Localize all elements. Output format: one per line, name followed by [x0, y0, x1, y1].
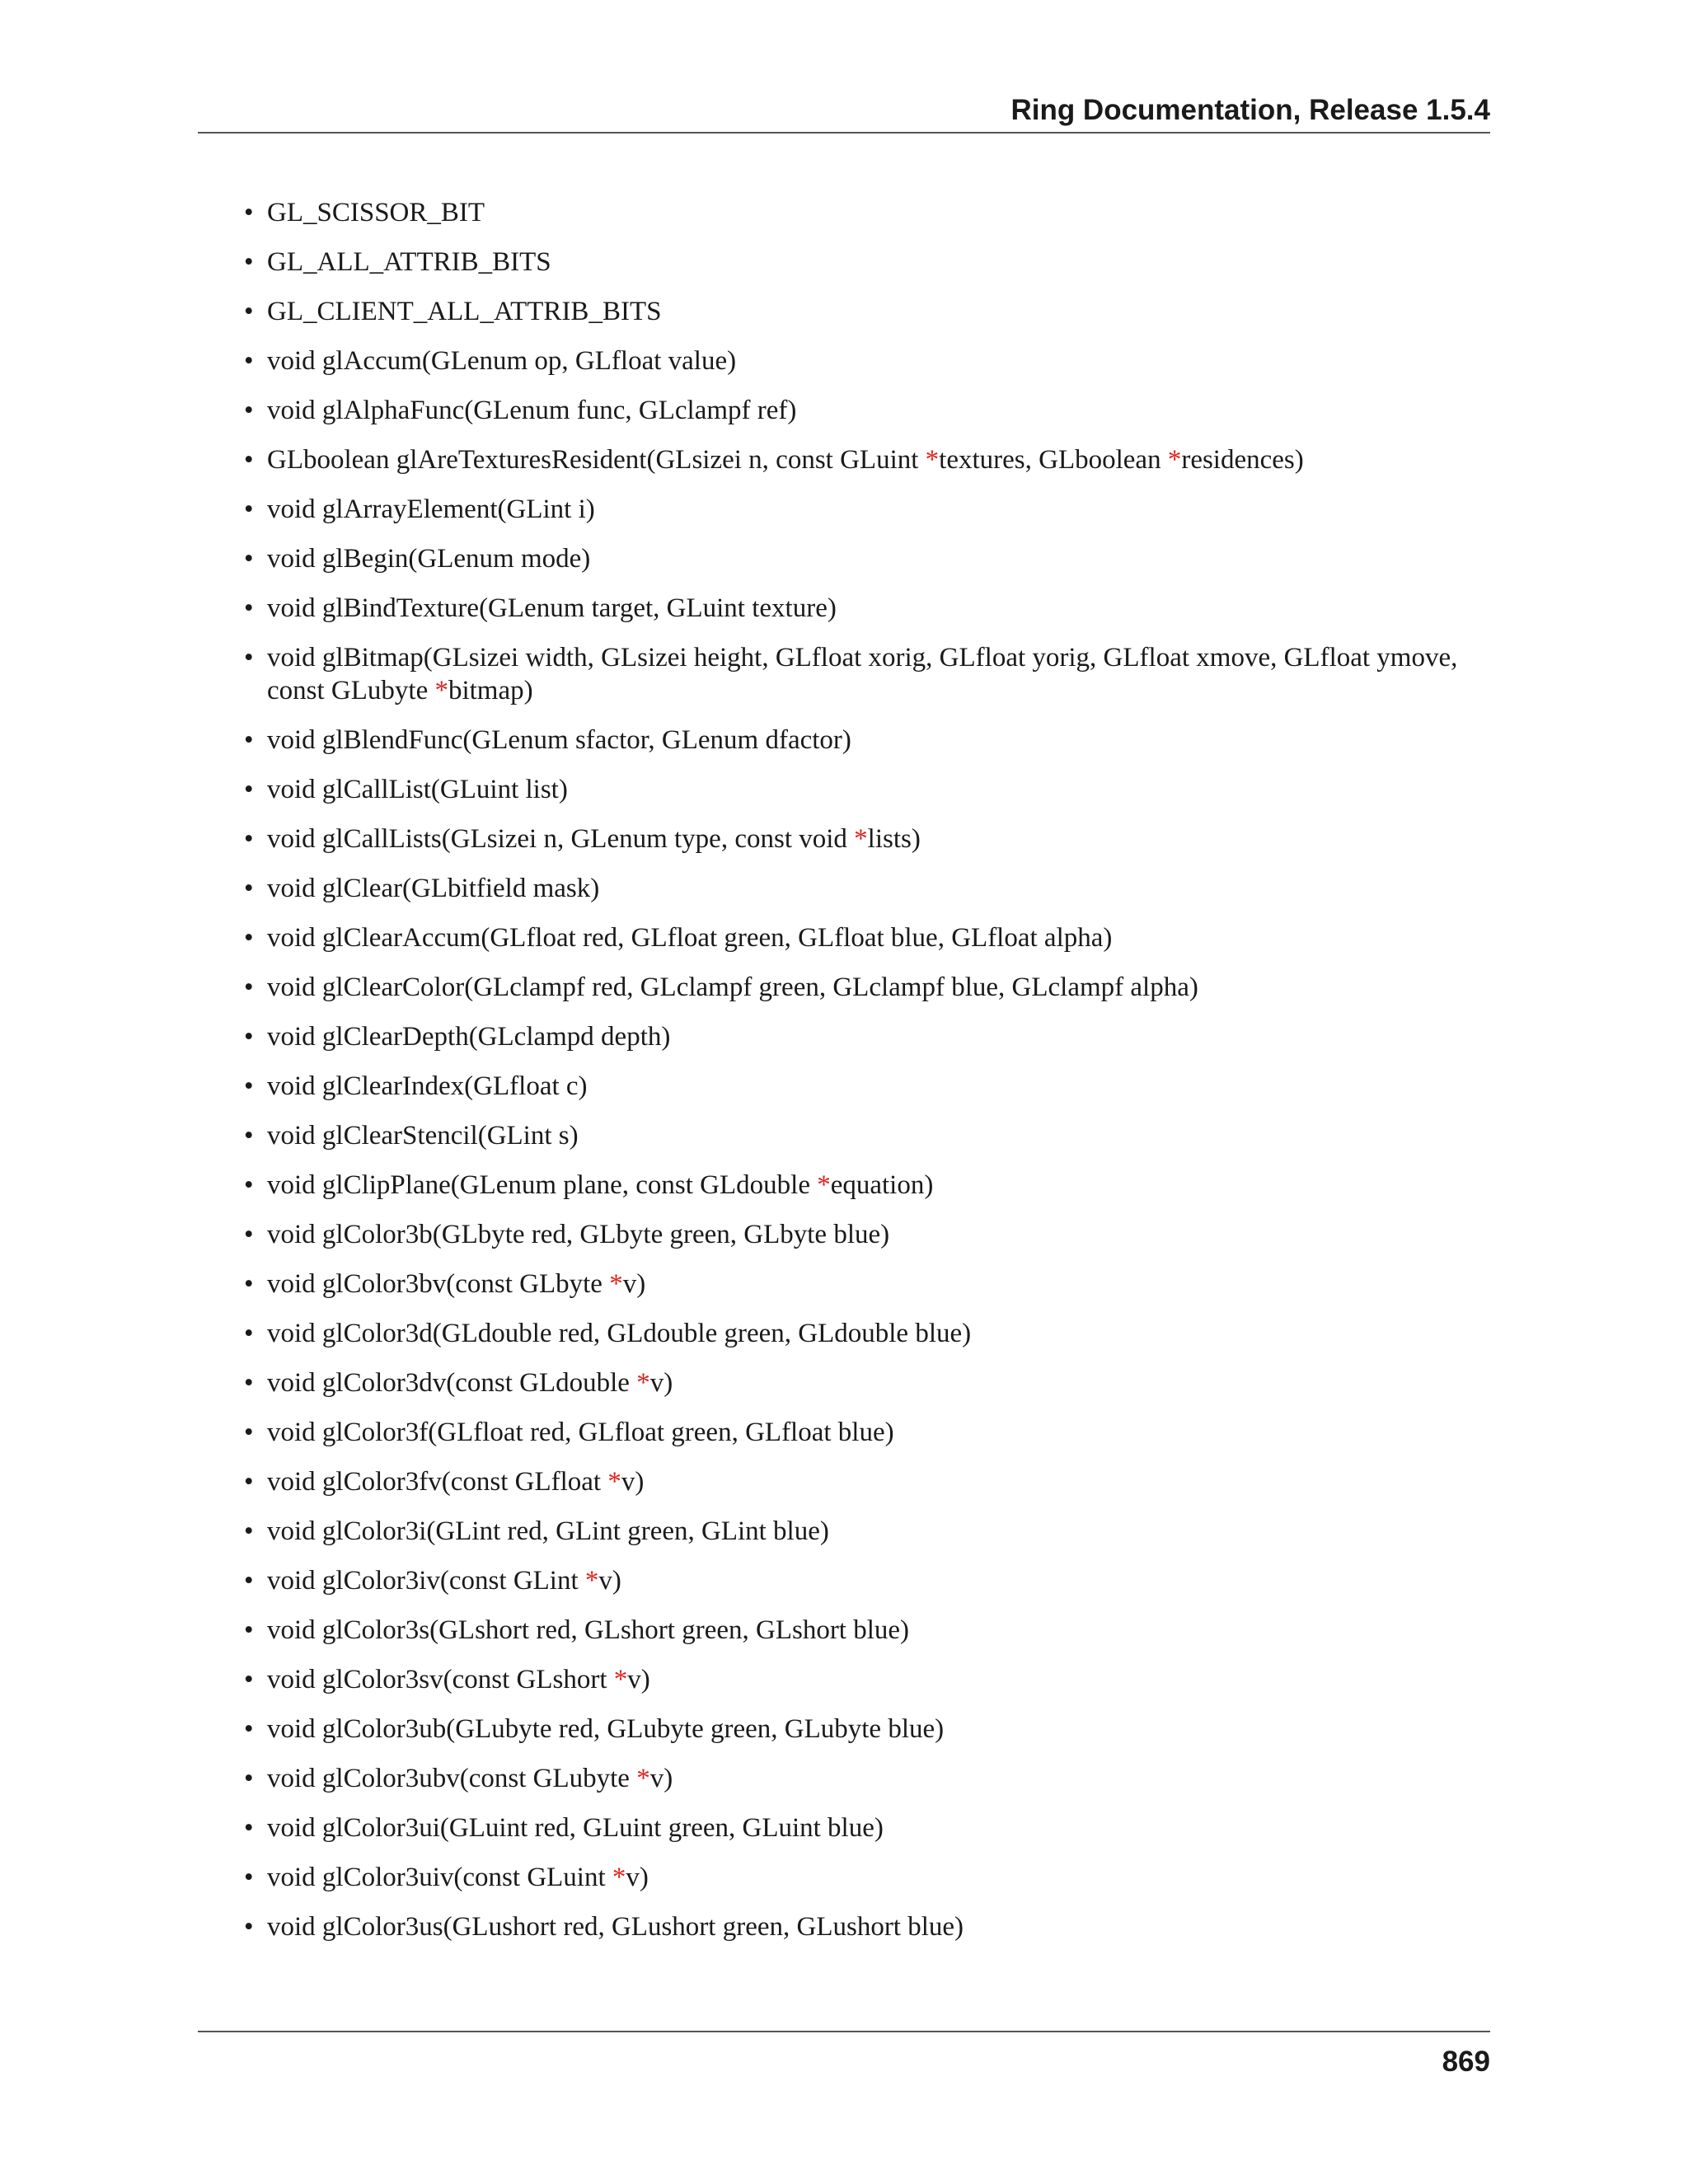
list-item: [244, 773, 1490, 806]
bullet-icon: •: [244, 1170, 254, 1200]
entry-text: [267, 1516, 829, 1546]
entry-text-segment: v): [598, 1566, 621, 1596]
entry-text-segment: GL_CLIENT_ALL_ATTRIB_BITS: [267, 297, 662, 326]
list-item: [244, 641, 1490, 707]
entry-text-segment: void glClear(GLbitfield mask): [267, 874, 600, 903]
bullet-icon: •: [244, 1813, 254, 1843]
entry-text: [267, 494, 595, 524]
bullet-icon: •: [244, 346, 254, 376]
list-item: [244, 1317, 1490, 1350]
list-item: [244, 394, 1490, 427]
bullet-icon: •: [244, 1764, 254, 1793]
bullet-icon: •: [244, 775, 254, 804]
entry-text: [267, 643, 1457, 705]
list-item: [244, 1070, 1490, 1103]
entry-text: [267, 824, 921, 854]
list-item: [244, 1366, 1490, 1399]
entry-text-segment: lists): [867, 824, 921, 854]
list-item: [244, 1861, 1490, 1894]
list-item: [244, 1465, 1490, 1498]
pointer-asterisk: *: [612, 1863, 626, 1892]
entry-text-segment: void glColor3uiv(const GLuint: [267, 1863, 612, 1892]
entry-text-segment: bitmap): [448, 676, 533, 705]
entry-text: [267, 593, 837, 623]
entry-text: [267, 1368, 673, 1398]
entry-text-segment: void glColor3dv(const GLdouble: [267, 1368, 637, 1398]
bullet-icon: •: [244, 1863, 254, 1892]
entry-text-segment: void glClearAccum(GLfloat red, GLfloat green, GLfloat blue, GLfloat alpha): [267, 923, 1113, 953]
entry-text: [267, 396, 796, 425]
entry-text-segment: void glAlphaFunc(GLenum func, GLclampf ref): [267, 396, 797, 425]
entry-text-segment: void glColor3ub(GLubyte red, GLubyte green, GLubyte blue): [267, 1714, 945, 1744]
entry-text-segment: void glColor3bv(const GLbyte: [267, 1269, 610, 1299]
bullet-icon: •: [244, 1467, 254, 1497]
list-item: [244, 344, 1490, 377]
bullet-icon: •: [244, 1368, 254, 1398]
entry-text: [267, 1121, 579, 1151]
entry-text: [267, 1071, 588, 1101]
bullet-icon: •: [244, 297, 254, 326]
list-item: [244, 921, 1490, 954]
entry-text-segment: GL_SCISSOR_BIT: [267, 198, 485, 227]
entry-text-segment: v): [622, 1269, 646, 1299]
entry-text: [267, 1714, 944, 1744]
entry-text-segment: void glColor3fv(const GLfloat: [267, 1467, 608, 1497]
bullet-icon: •: [244, 643, 254, 673]
entry-text-segment: void glBitmap(GLsizei width, GLsizei height, GLfloat xorig, GLfloat yorig, GLfloat xmove, GLfloat ymove, const GLubyte: [267, 643, 1458, 705]
entry-text-segment: textures, GLboolean: [939, 445, 1168, 475]
entry-text: [267, 775, 568, 804]
entry-text: [267, 874, 599, 903]
entry-text-segment: void glArrayElement(GLint i): [267, 494, 595, 524]
pointer-asterisk: *: [636, 1368, 650, 1398]
entry-text: [267, 346, 736, 376]
page-header: [198, 92, 1490, 134]
entry-text: [267, 544, 590, 574]
entry-text: [267, 1566, 621, 1596]
entry-text-segment: void glClearStencil(GLint s): [267, 1121, 579, 1151]
bullet-icon: •: [244, 1566, 254, 1596]
bullet-icon: •: [244, 1418, 254, 1447]
list-item: [244, 724, 1490, 757]
entry-text-segment: void glClearColor(GLclampf red, GLclampf green, GLclampf blue, GLclampf alpha): [267, 972, 1198, 1002]
entry-text: [267, 923, 1112, 953]
entry-text-segment: void glColor3s(GLshort red, GLshort green, GLshort blue): [267, 1615, 910, 1645]
bullet-icon: •: [244, 1665, 254, 1694]
pointer-asterisk: *: [925, 445, 940, 475]
bullet-icon: •: [244, 923, 254, 953]
bullet-icon: •: [244, 1912, 254, 1942]
list-item: [244, 542, 1490, 575]
bullet-icon: •: [244, 1714, 254, 1744]
entry-text-segment: v): [649, 1368, 673, 1398]
list-item: [244, 1218, 1490, 1251]
list-item: [244, 592, 1490, 625]
bullet-icon: •: [244, 1022, 254, 1052]
list-item: [244, 1614, 1490, 1647]
entry-text: [267, 1665, 650, 1694]
bullet-icon: •: [244, 1220, 254, 1249]
entry-text: [267, 247, 551, 277]
bullet-icon: •: [244, 1071, 254, 1101]
bullet-icon: •: [244, 972, 254, 1002]
entry-text: [267, 1319, 971, 1348]
entry-text-segment: void glClipPlane(GLenum plane, const GLdouble: [267, 1170, 818, 1200]
pointer-asterisk: *: [607, 1467, 621, 1497]
bullet-icon: •: [244, 198, 254, 227]
footer-rule: [198, 2031, 1490, 2032]
list-item: [244, 493, 1490, 526]
list-item: [244, 1663, 1490, 1696]
entry-text: [267, 445, 1304, 475]
list-item: [244, 1515, 1490, 1548]
entry-text: [267, 1863, 649, 1892]
list-item: [244, 1910, 1490, 1943]
entry-text-segment: void glCallLists(GLsizei n, GLenum type, const void: [267, 824, 855, 854]
list-item: [244, 1416, 1490, 1449]
bullet-icon: •: [244, 824, 254, 854]
list-item: [244, 1119, 1490, 1152]
entry-text: [267, 1418, 894, 1447]
bullet-icon: •: [244, 1269, 254, 1299]
list-item: [244, 971, 1490, 1004]
entry-text-segment: void glBegin(GLenum mode): [267, 544, 591, 574]
entry-text: [267, 725, 851, 755]
entry-text: [267, 1467, 644, 1497]
list-item: [244, 246, 1490, 279]
document-title: Ring Documentation, Release 1.5.4: [1010, 94, 1490, 126]
entry-text-segment: GL_ALL_ATTRIB_BITS: [267, 247, 551, 277]
list-item: [244, 1811, 1490, 1844]
entry-text-segment: void glClearIndex(GLfloat c): [267, 1071, 588, 1101]
list-item: [244, 872, 1490, 905]
list-item: [244, 1762, 1490, 1795]
entry-text-segment: v): [627, 1665, 650, 1694]
entry-text: [267, 297, 661, 326]
entry-text: [267, 1912, 964, 1942]
entry-text-segment: void glBindTexture(GLenum target, GLuint texture): [267, 593, 837, 623]
bullet-icon: •: [244, 1121, 254, 1151]
entry-text: [267, 972, 1198, 1002]
entry-text-segment: residences): [1181, 445, 1304, 475]
list-item: [244, 1713, 1490, 1746]
function-list: [244, 196, 1490, 1960]
entry-text-segment: void glColor3b(GLbyte red, GLbyte green, GLbyte blue): [267, 1220, 890, 1249]
pointer-asterisk: *: [613, 1665, 628, 1694]
list-item: [244, 295, 1490, 328]
entry-text-segment: v): [621, 1467, 645, 1497]
pointer-asterisk: *: [817, 1170, 831, 1200]
entry-text: [267, 1813, 884, 1843]
pointer-asterisk: *: [854, 824, 868, 854]
bullet-icon: •: [244, 247, 254, 277]
entry-text-segment: equation): [830, 1170, 934, 1200]
list-item: [244, 196, 1490, 229]
pointer-asterisk: *: [434, 676, 448, 705]
entry-text-segment: v): [626, 1863, 649, 1892]
bullet-icon: •: [244, 874, 254, 903]
entry-text: [267, 1220, 889, 1249]
entry-text: [267, 1170, 933, 1200]
entry-text-segment: void glColor3ui(GLuint red, GLuint green, GLuint blue): [267, 1813, 884, 1843]
entry-text-segment: void glColor3i(GLint red, GLint green, GLint blue): [267, 1516, 829, 1546]
list-item: [244, 443, 1490, 476]
list-item: [244, 823, 1490, 855]
pointer-asterisk: *: [636, 1764, 650, 1793]
bullet-icon: •: [244, 396, 254, 425]
entry-text-segment: void glClearDepth(GLclampd depth): [267, 1022, 671, 1052]
entry-text-segment: void glAccum(GLenum op, GLfloat value): [267, 346, 737, 376]
bullet-icon: •: [244, 1319, 254, 1348]
entry-text-segment: void glColor3sv(const GLshort: [267, 1665, 614, 1694]
entry-text-segment: GLboolean glAreTexturesResident(GLsizei n, const GLuint: [267, 445, 926, 475]
bullet-icon: •: [244, 1516, 254, 1546]
pointer-asterisk: *: [584, 1566, 599, 1596]
list-item: [244, 1268, 1490, 1301]
bullet-icon: •: [244, 1615, 254, 1645]
entry-text-segment: void glColor3iv(const GLint: [267, 1566, 585, 1596]
bullet-icon: •: [244, 725, 254, 755]
pointer-asterisk: *: [1167, 445, 1182, 475]
bullet-icon: •: [244, 593, 254, 623]
entry-text: [267, 1764, 673, 1793]
entry-text-segment: void glColor3ubv(const GLubyte: [267, 1764, 637, 1793]
page-number: 869: [1442, 2046, 1490, 2078]
entry-text-segment: void glColor3f(GLfloat red, GLfloat green, GLfloat blue): [267, 1418, 894, 1447]
bullet-icon: •: [244, 445, 254, 475]
entry-text-segment: void glBlendFunc(GLenum sfactor, GLenum dfactor): [267, 725, 851, 755]
entry-text-segment: void glColor3d(GLdouble red, GLdouble green, GLdouble blue): [267, 1319, 972, 1348]
list-item: [244, 1564, 1490, 1597]
list-item: [244, 1020, 1490, 1053]
entry-text: [267, 1022, 670, 1052]
bullet-icon: •: [244, 494, 254, 524]
entry-text: [267, 1269, 645, 1299]
bullet-icon: •: [244, 544, 254, 574]
entry-text: [267, 1615, 909, 1645]
entry-text: [267, 198, 485, 227]
entry-text-segment: void glCallList(GLuint list): [267, 775, 568, 804]
list-item: [244, 1169, 1490, 1202]
pointer-asterisk: *: [609, 1269, 623, 1299]
entry-text-segment: void glColor3us(GLushort red, GLushort green, GLushort blue): [267, 1912, 964, 1942]
entry-text-segment: v): [649, 1764, 673, 1793]
